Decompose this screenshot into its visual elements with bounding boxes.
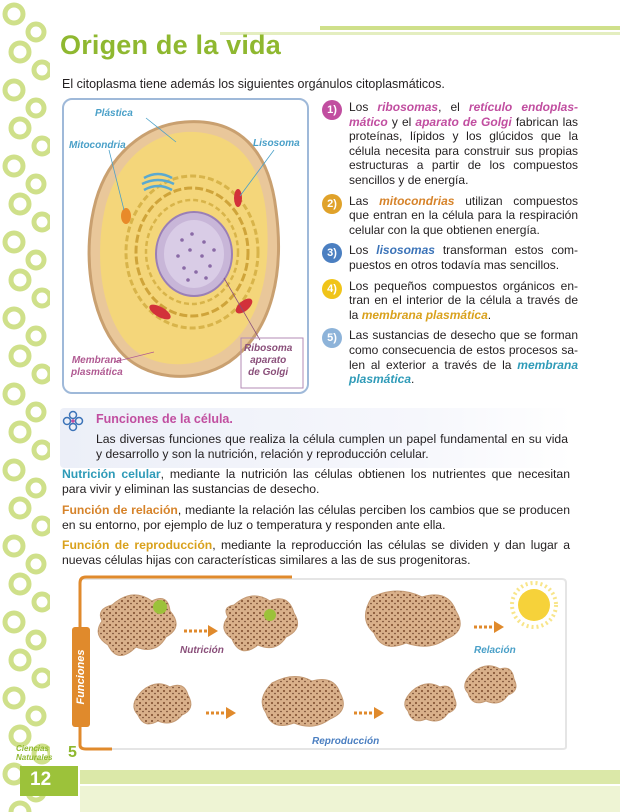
list-item bbox=[322, 279, 578, 323]
nutricion-text: , mediante la nutrición las células obtienen los nutrientes que necesitan para vivir y eliminan las sustancias de desecho. bbox=[62, 467, 570, 496]
funciones-diagram bbox=[72, 575, 568, 751]
label-ribosoma bbox=[244, 343, 292, 379]
left-decoration bbox=[0, 0, 53, 812]
cell-illustration bbox=[62, 98, 309, 394]
text: Las bbox=[349, 193, 380, 208]
logo-text bbox=[16, 744, 52, 762]
label-mitocondria: Mitocondria bbox=[69, 140, 126, 151]
nutricion-label: Nutrición celular bbox=[62, 467, 161, 481]
relacion-label: Función de relación bbox=[62, 503, 178, 517]
highlight-reticulo: retículo endoplasmático bbox=[349, 100, 579, 129]
text: Los bbox=[349, 243, 377, 258]
intro-text: El citoplasma tiene además los siguientes orgánulos citoplasmáticos. bbox=[62, 77, 445, 91]
list-item bbox=[322, 243, 578, 272]
number-badge: 4) bbox=[322, 279, 342, 299]
diagram-label-reproduccion: Reproducción bbox=[312, 736, 380, 747]
nutricion-paragraph bbox=[62, 467, 570, 497]
list-item bbox=[322, 194, 578, 238]
label-membrana-line2: plasmática bbox=[71, 367, 123, 378]
list-item bbox=[322, 328, 578, 386]
diagram-label-nutricion: Nutrición bbox=[180, 645, 224, 656]
text: Las sustancias de desecho que se forman como consecuencia de estos procesos salen al exterior a través de la bbox=[349, 328, 578, 372]
number-badge: 2) bbox=[322, 194, 342, 214]
highlight-membrana: membrana plasmática bbox=[349, 357, 578, 387]
list-item bbox=[322, 100, 578, 188]
text: fabrican las proteínas, lípidos y los glúcidos que la célula necesita para construir sus propias estructuras a partir de los compuestos sencillos y de energía. bbox=[349, 114, 578, 187]
diagram-label-relacion: Relación bbox=[474, 645, 516, 656]
text: Los bbox=[349, 100, 378, 114]
text: Los pequeños compuestos orgánicos entran en el interior de la célula a través de la bbox=[349, 278, 578, 322]
text: y el bbox=[387, 114, 416, 129]
organelle-list bbox=[322, 100, 578, 393]
number-badge: 3) bbox=[322, 243, 342, 263]
funciones-side-label: Funciones bbox=[75, 649, 87, 705]
page-number: 12 bbox=[30, 769, 52, 790]
label-lisosoma: Lisosoma bbox=[253, 138, 300, 149]
label-ribosoma-line2: aparato bbox=[250, 355, 287, 366]
highlight-membrana: membrana plasmática bbox=[361, 307, 488, 322]
series-logo bbox=[16, 744, 86, 766]
flower-icon bbox=[62, 410, 84, 432]
highlight-ribosomas: ribosomas bbox=[377, 100, 439, 114]
highlight-mitocondrias: mitocondrias bbox=[379, 193, 455, 208]
logo-line1: Ciencias bbox=[16, 744, 49, 753]
label-membrana-line1: Membrana bbox=[71, 355, 122, 366]
sun-icon bbox=[512, 583, 556, 627]
reproduccion-paragraph bbox=[62, 538, 570, 568]
logo-grade: 5 bbox=[68, 744, 77, 761]
text: utilizan compuestos que entran en la célula para la respiración celular con la que obtienen energía. bbox=[349, 193, 578, 237]
label-membrana bbox=[71, 355, 123, 379]
funciones-body: Las diversas funciones que realiza la célula cumplen un papel fundamental en su vida y desarrollo y son la nutrición, relación y reproducción celular. bbox=[96, 432, 568, 461]
text: . bbox=[487, 307, 492, 322]
number-badge: 1) bbox=[322, 100, 342, 120]
label-ribosoma-line3: de Golgi bbox=[248, 367, 289, 378]
text: transforman estos compuestos en otros todavía mas sencillos. bbox=[349, 243, 578, 272]
label-ribosoma-line1: Ribosoma bbox=[244, 343, 293, 354]
footer-bar bbox=[0, 760, 620, 812]
page-title: Origen de la vida bbox=[60, 30, 281, 60]
text: . bbox=[411, 372, 415, 387]
relacion-paragraph bbox=[62, 503, 570, 533]
reproduccion-label: Función de reproducción bbox=[62, 538, 213, 552]
number-badge: 5) bbox=[322, 328, 342, 348]
highlight-golgi: aparato de Golgi bbox=[415, 114, 512, 129]
logo-line2: Naturales bbox=[16, 753, 53, 762]
highlight-lisosomas: lisosomas bbox=[376, 243, 435, 258]
label-plastica: Plástica bbox=[95, 108, 133, 119]
relacion-text: , mediante la relación las células perciben los cambios que se producen en su entorno, por ejemplo de luz o temperatura y responden ante ella. bbox=[62, 503, 570, 532]
text: , el bbox=[438, 100, 469, 114]
funciones-title: Funciones de la célula. bbox=[96, 412, 233, 426]
reproduccion-text: , mediante la reproducción las células se dividen y dan lugar a nuevas células hijas con características similares a las de sus progenitoras. bbox=[62, 538, 570, 567]
